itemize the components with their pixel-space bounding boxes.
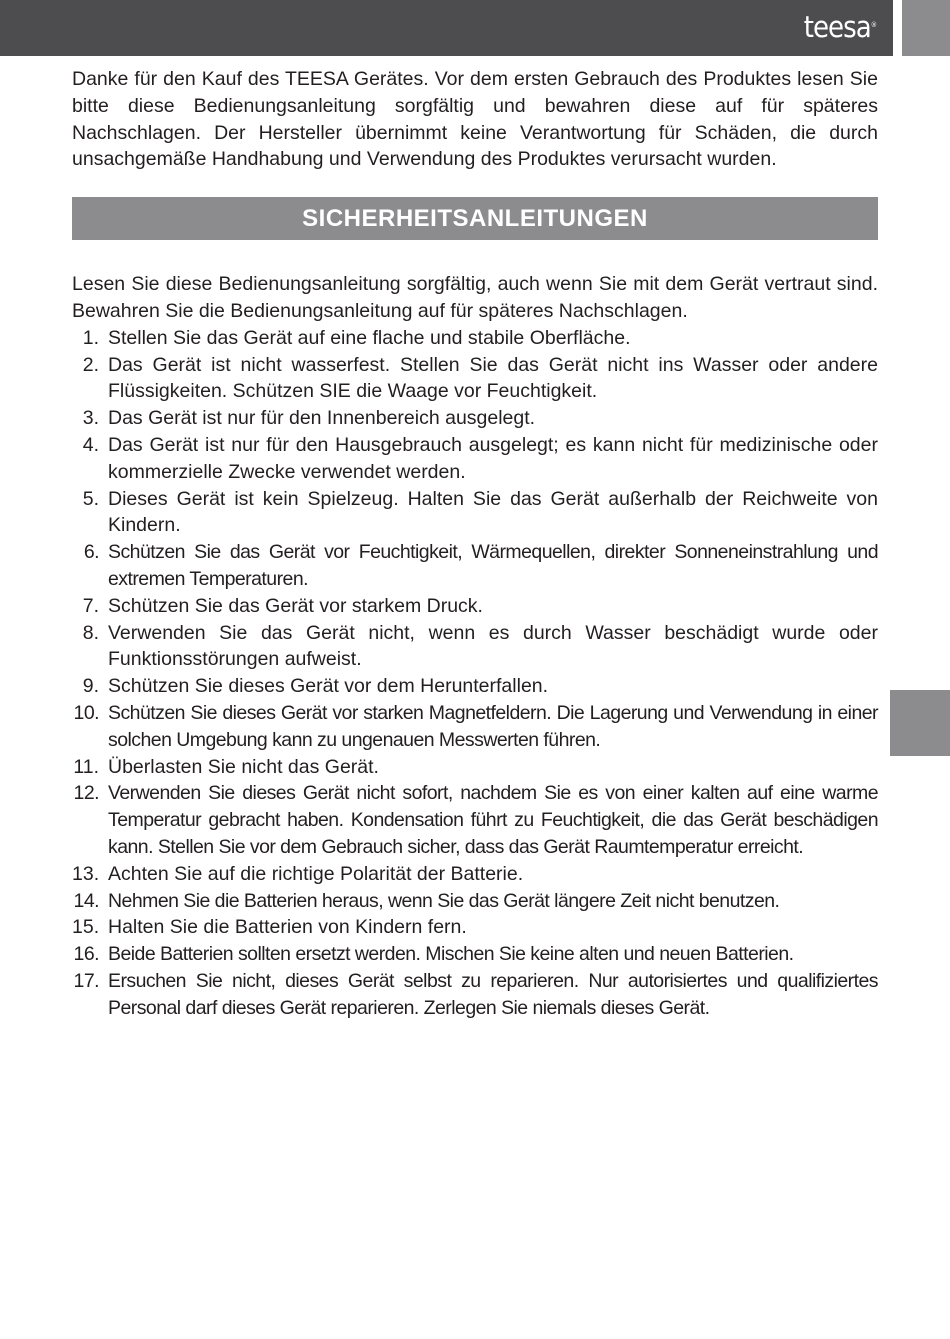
item-text: Das Gerät ist nur für den Hausgebrauch ausgelegt; es kann nicht für medizinische oder kommerzielle Zwecke verwendet werden. [108,433,878,483]
header-bar [0,0,893,56]
item-number: 4. [82,433,99,456]
page-content [72,66,878,1022]
item-number: 17. [73,969,99,992]
item-text: Beide Batterien sollten ersetzt werden. Mischen Sie keine alten und neuen Batterien. [108,943,794,966]
list-item [72,620,878,674]
item-text: Schützen Sie das Gerät vor Feuchtigkeit, Wärmequellen, direkter Sonneneinstrahlung und extremen Temperaturen. [108,541,878,590]
item-number: 7. [82,594,99,617]
item-text: Ersuchen Sie nicht, dieses Gerät selbst zu reparieren. Nur autorisiertes und qualifiziertes Personal darf dieses Gerät reparieren. Zerlegen Sie niemals dieses Gerät. [108,969,878,1019]
list-item [72,432,878,486]
item-number: 9. [82,675,99,698]
item-number: 15. [72,916,100,939]
intro-paragraph: Danke für den Kauf des TEESA Gerätes. Vor dem ersten Gebrauch des Produktes lesen Sie bitte diese Bedienungsanleitung sorgfältig und bewahren diese auf für späteres Nachschlagen. Der Hersteller übernimmt keine Verantwortung für Schäden, die durch unsachgemäße Handhabung und Verwendung des Produktes verursacht wurden. [72,68,878,171]
safety-list [72,325,878,1022]
side-tab-marker [890,690,950,756]
list-item [72,486,878,540]
item-text: Stellen Sie das Gerät auf eine flache und stabile Oberfläche. [108,326,631,349]
item-text: Schützen Sie das Gerät vor starkem Druck. [108,594,483,617]
list-item [72,700,878,754]
item-text: Schützen Sie dieses Gerät vor dem Herunterfallen. [108,675,549,698]
item-text: Achten Sie auf die richtige Polarität der Batterie. [108,862,524,885]
list-item [72,352,878,406]
item-number: 14. [73,889,99,912]
section-heading: SICHERHEITSANLEITUNGEN [72,197,878,240]
section-lead: Lesen Sie diese Bedienungsanleitung sorgfältig, auch wenn Sie mit dem Gerät vertraut sind. Bewahren Sie die Bedienungsanleitung auf für späteres Nachschlagen. [72,273,878,322]
list-item [72,325,878,352]
item-text: Dieses Gerät ist kein Spielzeug. Halten Sie das Gerät außerhalb der Reichweite von Kindern. [108,487,878,537]
registered-mark: ® [870,21,877,29]
list-item [72,914,878,941]
item-text: Überlasten Sie nicht das Gerät. [108,755,379,778]
list-item [72,754,878,781]
item-number: 1. [82,326,99,349]
list-item [72,593,878,620]
list-item [72,780,878,860]
item-text: Halten Sie die Batterien von Kindern fern. [108,916,467,939]
item-number: 3. [82,407,99,430]
item-text: Das Gerät ist nur für den Innenbereich ausgelegt. [108,407,536,430]
item-number: 12. [73,782,99,805]
list-item [72,888,878,915]
item-number: 11. [73,755,99,778]
brand-name: teesa [803,10,871,44]
item-number: 13. [72,862,100,885]
list-item [72,405,878,432]
brand-logo [804,10,877,44]
list-item [72,539,878,593]
list-item [72,941,878,968]
item-number: 8. [82,621,99,644]
item-text: Schützen Sie dieses Gerät vor starken Magnetfeldern. Die Lagerung und Verwendung in einer solchen Umgebung kann zu ungenauen Messwerten führen. [108,701,878,751]
item-text: Nehmen Sie die Batterien heraus, wenn Sie das Gerät längere Zeit nicht benutzen. [108,889,780,912]
list-item [72,968,878,1022]
item-number: 10. [73,701,99,724]
item-text: Das Gerät ist nicht wasserfest. Stellen Sie das Gerät nicht ins Wasser oder andere Flüssigkeiten. Schützen SIE die Waage vor Feuchtigkeit. [108,353,878,403]
item-number: 6. [83,541,99,564]
list-item [72,861,878,888]
item-number: 16. [73,943,99,966]
item-text: Verwenden Sie dieses Gerät nicht sofort, nachdem Sie es von einer kalten auf eine warme Temperatur gebracht haben. Kondensation führt zu Feuchtigkeit, die das Gerät beschädigen kann. Stellen Sie vor dem Gebrauch sicher, dass das Gerät Raumtemperatur erreicht. [108,782,878,858]
corner-tab [902,0,950,56]
item-number: 2. [82,353,99,376]
item-number: 5. [82,487,99,510]
item-text: Verwenden Sie das Gerät nicht, wenn es durch Wasser beschädigt wurde oder Funktionsstörungen aufweist. [108,621,878,671]
list-item [72,673,878,700]
